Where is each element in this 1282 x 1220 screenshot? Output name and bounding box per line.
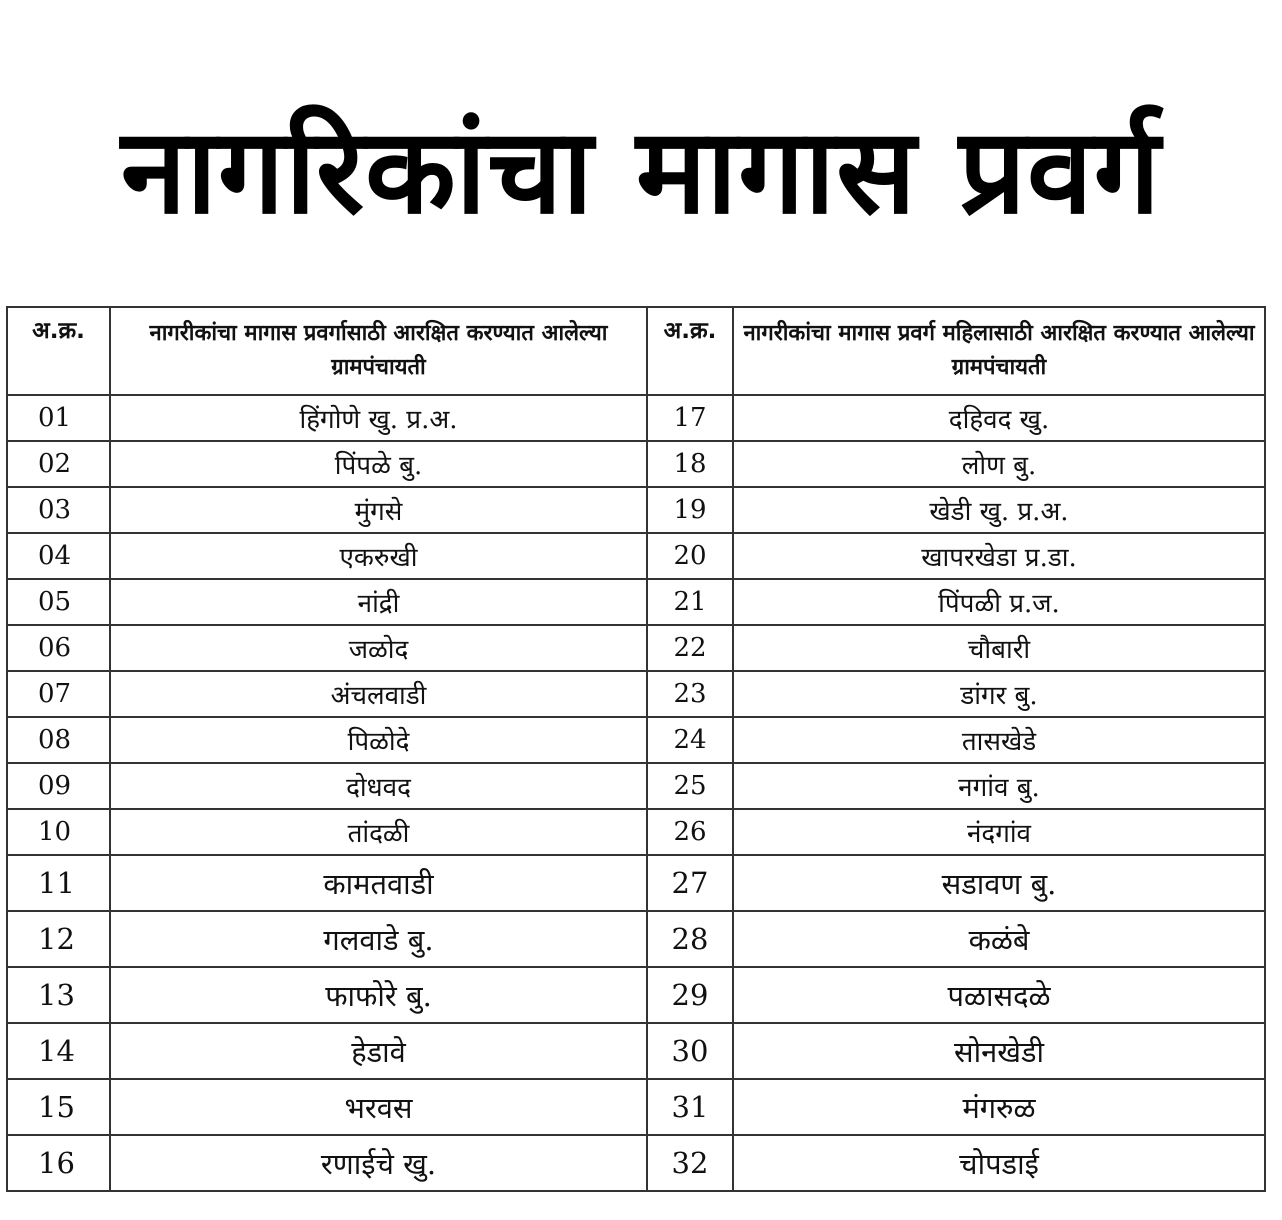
header-right-village: नागरीकांचा मागास प्रवर्ग महिलासाठी आरक्षित करण्यात आलेल्या ग्रामपंचायती: [733, 307, 1265, 395]
right-village-cell: नगांव बु.: [733, 763, 1265, 809]
left-village-cell: फाफोरे बु.: [110, 967, 647, 1023]
table-row: [7, 671, 1265, 717]
reservation-table: [6, 306, 1266, 1192]
table-row: [7, 717, 1265, 763]
right-village-cell: खापरखेडा प्र.डा.: [733, 533, 1265, 579]
left-village-cell: नांद्री: [110, 579, 647, 625]
right-village-cell: लोण बु.: [733, 441, 1265, 487]
table-row: [7, 855, 1265, 911]
left-serial-cell: 02: [7, 441, 110, 487]
right-serial-cell: 30: [647, 1023, 733, 1079]
left-serial-cell: 09: [7, 763, 110, 809]
right-serial-cell: 24: [647, 717, 733, 763]
right-village-cell: तासखेडे: [733, 717, 1265, 763]
left-serial-cell: 14: [7, 1023, 110, 1079]
right-village-cell: डांगर बु.: [733, 671, 1265, 717]
left-serial-cell: 12: [7, 911, 110, 967]
right-serial-cell: 27: [647, 855, 733, 911]
reservation-table-container: [6, 306, 1264, 1192]
left-village-cell: दोधवद: [110, 763, 647, 809]
right-serial-cell: 20: [647, 533, 733, 579]
right-serial-cell: 26: [647, 809, 733, 855]
right-village-cell: पळासदळे: [733, 967, 1265, 1023]
right-serial-cell: 28: [647, 911, 733, 967]
right-village-cell: सडावण बु.: [733, 855, 1265, 911]
left-serial-cell: 04: [7, 533, 110, 579]
left-village-cell: भरवस: [110, 1079, 647, 1135]
right-serial-cell: 23: [647, 671, 733, 717]
right-village-cell: पिंपळी प्र.ज.: [733, 579, 1265, 625]
right-village-cell: नंदगांव: [733, 809, 1265, 855]
left-village-cell: जळोद: [110, 625, 647, 671]
left-village-cell: गलवाडे बु.: [110, 911, 647, 967]
right-village-cell: खेडी खु. प्र.अ.: [733, 487, 1265, 533]
table-body: [7, 395, 1265, 1191]
left-serial-cell: 10: [7, 809, 110, 855]
left-serial-cell: 08: [7, 717, 110, 763]
right-village-cell: चोपडाई: [733, 1135, 1265, 1191]
table-row: [7, 763, 1265, 809]
table-row: [7, 967, 1265, 1023]
left-serial-cell: 16: [7, 1135, 110, 1191]
table-header-row: [7, 307, 1265, 395]
left-serial-cell: 06: [7, 625, 110, 671]
left-serial-cell: 13: [7, 967, 110, 1023]
left-village-cell: कामतवाडी: [110, 855, 647, 911]
left-serial-cell: 11: [7, 855, 110, 911]
left-village-cell: मुंगसे: [110, 487, 647, 533]
right-village-cell: सोनखेडी: [733, 1023, 1265, 1079]
table-row: [7, 1135, 1265, 1191]
table-header: [7, 307, 1265, 395]
left-serial-cell: 15: [7, 1079, 110, 1135]
header-left-village: नागरीकांचा मागास प्रवर्गासाठी आरक्षित करण्यात आलेल्या ग्रामपंचायती: [110, 307, 647, 395]
table-row: [7, 487, 1265, 533]
right-serial-cell: 21: [647, 579, 733, 625]
left-village-cell: पिंपळे बु.: [110, 441, 647, 487]
left-village-cell: हिंगोणे खु. प्र.अ.: [110, 395, 647, 441]
right-serial-cell: 32: [647, 1135, 733, 1191]
right-serial-cell: 25: [647, 763, 733, 809]
left-village-cell: एकरुखी: [110, 533, 647, 579]
table-row: [7, 533, 1265, 579]
table-row: [7, 579, 1265, 625]
table-row: [7, 1023, 1265, 1079]
table-row: [7, 911, 1265, 967]
right-village-cell: कळंबे: [733, 911, 1265, 967]
right-serial-cell: 29: [647, 967, 733, 1023]
table-row: [7, 395, 1265, 441]
header-right-serial: अ.क्र.: [647, 307, 733, 395]
left-serial-cell: 05: [7, 579, 110, 625]
header-left-serial: अ.क्र.: [7, 307, 110, 395]
left-village-cell: अंचलवाडी: [110, 671, 647, 717]
right-serial-cell: 31: [647, 1079, 733, 1135]
left-village-cell: तांदळी: [110, 809, 647, 855]
left-village-cell: रणाईचे खु.: [110, 1135, 647, 1191]
left-village-cell: हेडावे: [110, 1023, 647, 1079]
page-title: नागरिकांचा मागास प्रवर्ग: [120, 102, 1162, 240]
right-village-cell: चौबारी: [733, 625, 1265, 671]
table-row: [7, 809, 1265, 855]
right-serial-cell: 22: [647, 625, 733, 671]
left-serial-cell: 03: [7, 487, 110, 533]
right-village-cell: मंगरुळ: [733, 1079, 1265, 1135]
right-village-cell: दहिवद खु.: [733, 395, 1265, 441]
left-serial-cell: 07: [7, 671, 110, 717]
right-serial-cell: 18: [647, 441, 733, 487]
table-row: [7, 441, 1265, 487]
left-village-cell: पिळोदे: [110, 717, 647, 763]
right-serial-cell: 19: [647, 487, 733, 533]
left-serial-cell: 01: [7, 395, 110, 441]
right-serial-cell: 17: [647, 395, 733, 441]
table-row: [7, 1079, 1265, 1135]
table-row: [7, 625, 1265, 671]
